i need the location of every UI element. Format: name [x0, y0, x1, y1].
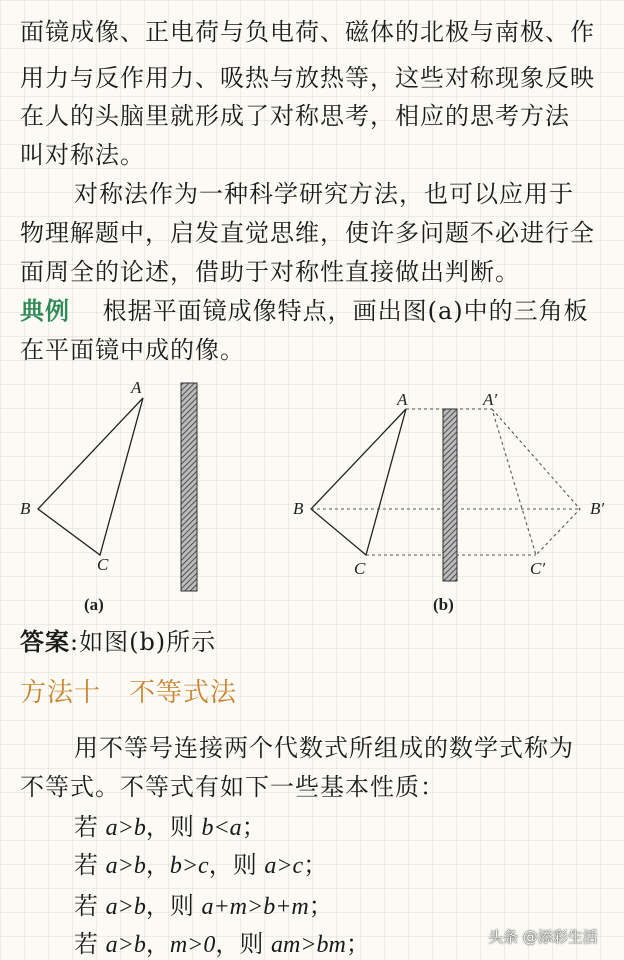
figure-a: [20, 378, 197, 614]
property-2-mid: ，: [145, 851, 170, 879]
figure-b-label-c: C: [354, 559, 366, 578]
example-line-2: 在平面镜中成的像。: [20, 336, 245, 364]
figure-b: [293, 390, 604, 614]
paragraph-1-line-4: 叫对称法。: [20, 141, 145, 169]
triangle-object: [311, 409, 406, 555]
property-4-mid: ，: [145, 930, 170, 958]
example-tag: 典例: [20, 296, 70, 325]
property-3-prefix: 若: [74, 892, 98, 920]
figures-diagram: [0, 370, 624, 620]
figure-b-caption: (b): [433, 595, 454, 614]
property-1: [74, 812, 266, 843]
property-3-end: ；: [308, 892, 333, 920]
example-line-1: [20, 296, 589, 326]
property-2-premise: a>b: [105, 853, 146, 879]
figure-b-label-c-prime: C′: [530, 559, 546, 578]
property-4-result: am>bm: [271, 932, 346, 958]
example-text-1: 根据平面镜成像特点，画出图(a)中的三角板: [102, 297, 589, 325]
property-2-prefix: 若: [74, 851, 98, 879]
property-1-prefix: 若: [74, 813, 98, 841]
paragraph-3-line-2: 不等式。不等式有如下一些基本性质：: [20, 773, 445, 801]
paragraph-2-line-2: 物理解题中，启发直觉思维，使许多问题不必进行全: [20, 219, 595, 247]
mirror-b: [443, 409, 457, 581]
figure-a-label-a: A: [131, 378, 142, 397]
paragraph-1-line-3: 在人的头脑里就形成了对称思考，相应的思考方法: [20, 102, 570, 130]
figure-a-label-c: C: [97, 555, 109, 574]
paragraph-3-line-1: 用不等号连接两个代数式所组成的数学式称为: [74, 734, 574, 762]
property-1-sep: ，则: [145, 813, 194, 841]
property-2-end: ；: [303, 851, 328, 879]
property-2: [74, 850, 327, 881]
property-4-sep: ，则: [215, 930, 264, 958]
property-2-result: a>c: [264, 853, 304, 879]
section-heading: [20, 677, 237, 709]
property-3-result: a+m>b+m: [201, 894, 309, 920]
property-2-premise-2: b>c: [169, 853, 209, 879]
mirror-a: [181, 383, 197, 591]
figure-b-label-a-prime: A′: [483, 390, 498, 409]
property-4-premise: a>b: [105, 932, 146, 958]
paragraph-1-line-1: 面镜成像、正电荷与负电荷、磁体的北极与南极、作: [20, 18, 595, 46]
triangle-a: [38, 398, 143, 555]
watermark: 头条 @添彩生活: [488, 928, 598, 946]
paragraph-2-line-3: 面周全的论述，借助于对称性直接做出判断。: [20, 258, 520, 286]
paragraph-1-line-2: 用力与反作用力、吸热与放热等，这些对称现象反映: [20, 64, 595, 92]
property-1-result: b<a: [201, 815, 242, 841]
property-2-sep: ，则: [208, 851, 257, 879]
property-3-premise: a>b: [105, 894, 146, 920]
property-4-premise-2: m>0: [169, 932, 216, 958]
section-title: 不等式法: [129, 678, 238, 708]
paragraph-2-line-1: 对称法作为一种科学研究方法，也可以应用于: [74, 180, 574, 208]
answer-label: 答案: [20, 627, 70, 656]
property-4-prefix: 若: [74, 930, 98, 958]
property-4-end: ；: [345, 930, 370, 958]
property-1-end: ；: [241, 813, 266, 841]
property-1-premise: a>b: [105, 815, 146, 841]
property-4: [74, 929, 370, 960]
figure-b-label-b-prime: B′: [590, 499, 605, 518]
figure-b-label-b: B: [293, 499, 304, 518]
triangle-image: [492, 409, 580, 555]
answer-text: :如图(b)所示: [70, 628, 217, 656]
figure-b-label-a: A: [397, 390, 408, 409]
figure-a-label-b: B: [20, 499, 31, 518]
figure-a-caption: (a): [84, 595, 104, 614]
property-3-sep: ，则: [145, 892, 194, 920]
property-3: [74, 891, 333, 922]
answer-line: [20, 627, 216, 657]
section-number: 方法十: [20, 678, 102, 708]
